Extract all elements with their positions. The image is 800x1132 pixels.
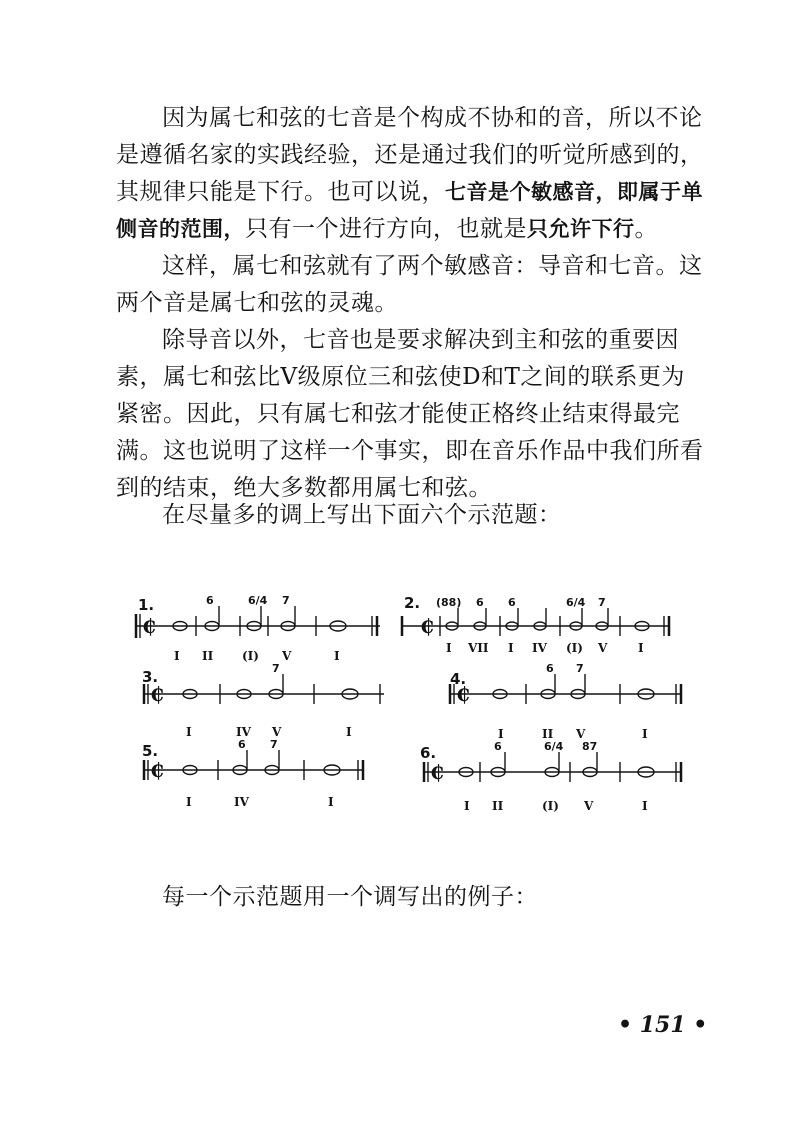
ex1-roman-1: I <box>174 649 180 663</box>
ex1-figure-2: 6/4 <box>248 594 268 607</box>
example-intro <box>116 879 706 916</box>
ex2-roman-3: I <box>508 641 514 655</box>
example-4-staff <box>450 674 682 704</box>
ex2-figure-3: 6 <box>508 596 516 609</box>
ex2-figure-5: 7 <box>598 596 606 609</box>
ex2-figure-4: 6/4 <box>566 596 586 609</box>
example-5-staff <box>144 750 364 780</box>
ex6-roman-1: I <box>464 799 470 813</box>
ex5-figure-1: 6 <box>238 738 246 751</box>
ex3-roman-4: I <box>346 725 352 739</box>
ex2-figure-2: 6 <box>476 596 484 609</box>
paragraph-2 <box>116 248 706 322</box>
example-3-staff <box>144 674 384 704</box>
paragraph-1 <box>116 100 706 248</box>
ex3-figure-1: 7 <box>272 662 280 675</box>
ex4-figure-1: 6 <box>546 662 554 675</box>
p1-text-a: 因为属七和弦的七音是个构成不协和的音，所以不论是遵循名家的实践经验，还是通过我们的听觉所感到的，其规律只能是下行。也可以说， <box>116 105 704 205</box>
ex5-roman-2: IV <box>234 795 249 809</box>
ex2-roman-4: IV <box>532 641 547 655</box>
ex1-roman-4: V <box>282 649 292 663</box>
example-2-number: 2. <box>404 594 421 612</box>
ex1-roman-2: II <box>202 649 214 663</box>
example-1-time-signature: ₵ <box>142 614 156 638</box>
ex2-roman-5: (I) <box>566 641 583 655</box>
example-2-staff <box>402 608 670 636</box>
page-number: • 151 • <box>618 1012 708 1038</box>
ex6-roman-2: II <box>492 799 504 813</box>
ex3-roman-3: V <box>272 725 282 739</box>
ex5-roman-3: I <box>328 795 334 809</box>
ex6-figure-3: 87 <box>582 740 598 753</box>
ex1-figure-3: 7 <box>282 594 290 607</box>
music-examples <box>0 580 800 830</box>
p4-text: 在尽量多的调上写出下面六个示范题： <box>162 502 562 528</box>
ex2-roman-1: I <box>446 641 452 655</box>
ex6-figure-1: 6 <box>494 740 502 753</box>
example-5-number: 5. <box>142 742 159 760</box>
ex2-roman-7: I <box>638 641 644 655</box>
ex4-figure-2: 7 <box>576 662 584 675</box>
ex6-roman-5: I <box>642 799 648 813</box>
ex5-roman-1: I <box>186 795 192 809</box>
ex1-figure-1: 6 <box>206 594 214 607</box>
ex6-figure-2: 6/4 <box>544 740 564 753</box>
ex1-roman-5: I <box>334 649 340 663</box>
ex3-roman-1: I <box>186 725 192 739</box>
example-5-time-signature: ₵ <box>150 758 164 782</box>
example-3-number: 3. <box>142 668 159 686</box>
p3-text: 除导音以外，七音也是要求解决到主和弦的重要因素，属七和弦比Ⅴ级原位三和弦使D和T之间的联系更为紧密。因此，只有属七和弦才能使正格终止结束得最完满。这也说明了这样一个事实，即在音乐作品中我们所看到的结束，绝大多数都用属七和弦。 <box>116 327 704 501</box>
ex4-roman-4: I <box>642 727 648 741</box>
example-1-number: 1. <box>138 596 155 614</box>
ex2-roman-2: VII <box>468 641 489 655</box>
example-3-time-signature: ₵ <box>150 682 164 706</box>
example-2-time-signature: ₵ <box>420 614 434 638</box>
p1-bold-b: 只允许下行 <box>527 217 635 241</box>
p1-bold-a: 七音是个敏感音，即属于单侧音的范围， <box>116 180 703 241</box>
ex4-roman-1: I <box>498 727 504 741</box>
ex2-figure-1: (88) <box>436 596 462 609</box>
p2-text: 这样，属七和弦就有了两个敏感音：导音和七音。这两个音是属七和弦的灵魂。 <box>116 253 703 316</box>
exercise-instruction <box>116 497 706 534</box>
ex4-roman-2: II <box>542 727 554 741</box>
p5-text: 每一个示范题用一个调写出的例子： <box>162 884 538 910</box>
example-4-number: 4. <box>450 670 467 688</box>
ex5-figure-2: 7 <box>270 738 278 751</box>
example-6-number: 6. <box>420 744 437 762</box>
ex2-roman-6: V <box>598 641 608 655</box>
paragraph-3 <box>116 322 706 507</box>
example-6-staff <box>424 752 682 782</box>
example-1-staff <box>136 606 380 638</box>
example-6-time-signature: ₵ <box>430 760 444 784</box>
ex6-roman-3: (I) <box>542 799 559 813</box>
ex3-roman-2: IV <box>236 725 251 739</box>
p1-text-c: 。 <box>634 216 658 242</box>
ex1-roman-3: (I) <box>242 649 259 663</box>
ex6-roman-4: V <box>584 799 594 813</box>
p1-text-b: 只有一个进行方向，也就是 <box>245 216 527 242</box>
example-4-time-signature: ₵ <box>456 682 470 706</box>
ex4-roman-3: V <box>576 727 586 741</box>
